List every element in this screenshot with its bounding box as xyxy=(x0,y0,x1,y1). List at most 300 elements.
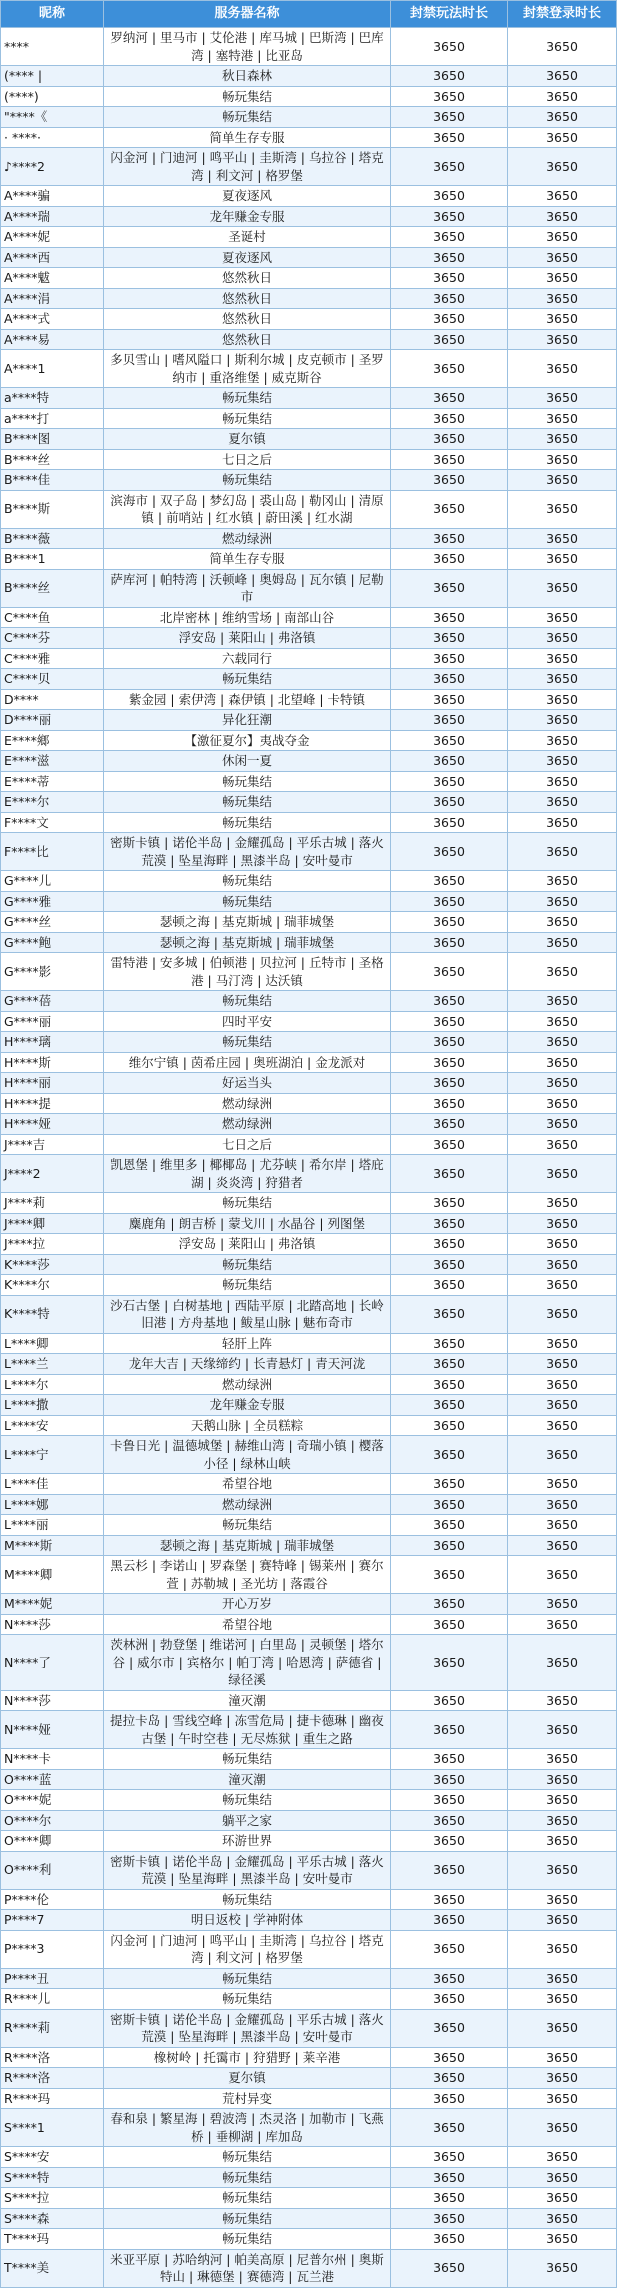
login-ban-cell: 3650 xyxy=(508,607,617,628)
table-row xyxy=(1,1968,617,1989)
server-name-cell: 圣诞村 xyxy=(104,227,391,248)
server-name-cell: 麋鹿角 | 朗吉桥 | 蒙戈川 | 水晶谷 | 列图堡 xyxy=(104,1213,391,1234)
login-ban-cell: 3650 xyxy=(508,1234,617,1255)
server-name-cell: 北岸密林 | 维纳雪场 | 南部山谷 xyxy=(104,607,391,628)
nickname-cell: a****特 xyxy=(1,388,104,409)
server-name-cell: 悠然秋日 xyxy=(104,309,391,330)
login-ban-cell: 3650 xyxy=(508,1213,617,1234)
server-name-cell: 畅玩集结 xyxy=(104,2208,391,2229)
server-name-cell: 潼灭潮 xyxy=(104,1769,391,1790)
login-ban-cell: 3650 xyxy=(508,429,617,450)
gameplay-ban-cell: 3650 xyxy=(391,2167,508,2188)
server-name-cell: 提拉卡岛 | 雪线空峰 | 冻雪危局 | 捷卡德琳 | 幽夜古堡 | 午时空巷 | 无尽炼狱 | 重生之路 xyxy=(104,1711,391,1749)
gameplay-ban-cell: 3650 xyxy=(391,1515,508,1536)
gameplay-ban-cell: 3650 xyxy=(391,953,508,991)
login-ban-cell: 3650 xyxy=(508,86,617,107)
table-row xyxy=(1,1073,617,1094)
gameplay-ban-cell: 3650 xyxy=(391,449,508,470)
server-name-cell: 悠然秋日 xyxy=(104,329,391,350)
gameplay-ban-cell: 3650 xyxy=(391,388,508,409)
table-row xyxy=(1,1910,617,1931)
table-row xyxy=(1,528,617,549)
server-name-cell: 明日返校 | 学神附体 xyxy=(104,1910,391,1931)
server-name-cell: 橡树岭 | 托霭市 | 狩猎野 | 莱辛港 xyxy=(104,2047,391,2068)
table-row xyxy=(1,607,617,628)
server-name-cell: 畅玩集结 xyxy=(104,812,391,833)
server-name-cell: 闪金河 | 门迪河 | 鸣平山 | 圭斯湾 | 乌拉谷 | 塔克湾 | 利文河 | 格罗堡 xyxy=(104,1930,391,1968)
server-name-cell: 简单生存专服 xyxy=(104,549,391,570)
gameplay-ban-cell: 3650 xyxy=(391,991,508,1012)
nickname-cell: ♪****2 xyxy=(1,148,104,186)
nickname-cell: · ****· xyxy=(1,127,104,148)
table-row xyxy=(1,449,617,470)
nickname-cell: L****兰 xyxy=(1,1354,104,1375)
table-row xyxy=(1,206,617,227)
server-name-cell: 密斯卡镇 | 诺伦半岛 | 金耀孤岛 | 平乐古城 | 落火荒漠 | 坠星海畔 | 黑漆半岛 | 安叶曼市 xyxy=(104,2009,391,2047)
nickname-cell: B****斯 xyxy=(1,490,104,528)
server-name-cell: 畅玩集结 xyxy=(104,871,391,892)
nickname-cell: G****蓓 xyxy=(1,991,104,1012)
table-row xyxy=(1,891,617,912)
nickname-cell: A****妮 xyxy=(1,227,104,248)
nickname-cell: A****易 xyxy=(1,329,104,350)
gameplay-ban-cell: 3650 xyxy=(391,1790,508,1811)
table-row xyxy=(1,1515,617,1536)
login-ban-cell: 3650 xyxy=(508,1515,617,1536)
table-row xyxy=(1,2009,617,2047)
login-ban-cell: 3650 xyxy=(508,1810,617,1831)
gameplay-ban-cell: 3650 xyxy=(391,2147,508,2168)
server-name-cell: 希望谷地 xyxy=(104,1474,391,1495)
login-ban-cell: 3650 xyxy=(508,1254,617,1275)
login-ban-cell: 3650 xyxy=(508,1415,617,1436)
nickname-cell: E****尔 xyxy=(1,792,104,813)
table-row xyxy=(1,1851,617,1889)
gameplay-ban-cell: 3650 xyxy=(391,1011,508,1032)
nickname-cell: C****鱼 xyxy=(1,607,104,628)
server-name-cell: 畅玩集结 xyxy=(104,1275,391,1296)
server-name-cell: 畅玩集结 xyxy=(104,1749,391,1770)
server-name-cell: 荒村异变 xyxy=(104,2088,391,2109)
server-name-cell: 潼灭潮 xyxy=(104,1690,391,1711)
table-row xyxy=(1,1535,617,1556)
gameplay-ban-cell: 3650 xyxy=(391,932,508,953)
server-name-cell: 畅玩集结 xyxy=(104,1790,391,1811)
table-row xyxy=(1,1254,617,1275)
login-ban-cell: 3650 xyxy=(508,1614,617,1635)
nickname-cell: T****美 xyxy=(1,2249,104,2287)
gameplay-ban-cell: 3650 xyxy=(391,528,508,549)
gameplay-ban-cell: 3650 xyxy=(391,1093,508,1114)
login-ban-cell: 3650 xyxy=(508,1093,617,1114)
nickname-cell: D**** xyxy=(1,689,104,710)
table-row xyxy=(1,1032,617,1053)
gameplay-ban-cell: 3650 xyxy=(391,1436,508,1474)
table-row xyxy=(1,2167,617,2188)
table-row xyxy=(1,1155,617,1193)
gameplay-ban-cell: 3650 xyxy=(391,912,508,933)
gameplay-ban-cell: 3650 xyxy=(391,730,508,751)
server-name-cell: 畅玩集结 xyxy=(104,1889,391,1910)
server-name-cell: 春和泉 | 繁星海 | 碧波湾 | 杰灵洛 | 加勒市 | 飞燕桥 | 垂柳湖 | 库加岛 xyxy=(104,2109,391,2147)
nickname-cell: L****丽 xyxy=(1,1515,104,1536)
server-name-cell: 沙石古堡 | 白树基地 | 西陆平原 | 北踏高地 | 长岭旧港 | 方舟基地 | 鲅星山脉 | 魅布奇市 xyxy=(104,1295,391,1333)
nickname-cell: H****娅 xyxy=(1,1114,104,1135)
nickname-cell: B****丝 xyxy=(1,569,104,607)
table-row xyxy=(1,792,617,813)
server-name-cell: 雷特港 | 安多城 | 伯顿港 | 贝拉河 | 丘特市 | 圣格港 | 马汀湾 | 达沃镇 xyxy=(104,953,391,991)
login-ban-cell: 3650 xyxy=(508,1395,617,1416)
login-ban-cell: 3650 xyxy=(508,470,617,491)
gameplay-ban-cell: 3650 xyxy=(391,107,508,128)
login-ban-cell: 3650 xyxy=(508,388,617,409)
gameplay-ban-cell: 3650 xyxy=(391,2188,508,2209)
table-row xyxy=(1,932,617,953)
nickname-cell: C****贝 xyxy=(1,669,104,690)
nickname-cell: C****芬 xyxy=(1,628,104,649)
nickname-cell: N****卡 xyxy=(1,1749,104,1770)
login-ban-cell: 3650 xyxy=(508,227,617,248)
gameplay-ban-cell: 3650 xyxy=(391,2088,508,2109)
gameplay-ban-cell: 3650 xyxy=(391,1930,508,1968)
server-name-cell: 六载同行 xyxy=(104,648,391,669)
header-server-name: 服务器名称 xyxy=(104,1,391,28)
table-row xyxy=(1,1093,617,1114)
server-name-cell: 秋日森林 xyxy=(104,66,391,87)
server-name-cell: 燃动绿洲 xyxy=(104,528,391,549)
table-row xyxy=(1,268,617,289)
server-name-cell: 畅玩集结 xyxy=(104,891,391,912)
gameplay-ban-cell: 3650 xyxy=(391,689,508,710)
login-ban-cell: 3650 xyxy=(508,669,617,690)
nickname-cell: H****丽 xyxy=(1,1073,104,1094)
login-ban-cell: 3650 xyxy=(508,1374,617,1395)
gameplay-ban-cell: 3650 xyxy=(391,247,508,268)
table-row xyxy=(1,569,617,607)
login-ban-cell: 3650 xyxy=(508,2167,617,2188)
table-row xyxy=(1,833,617,871)
server-name-cell: 畅玩集结 xyxy=(104,2188,391,2209)
gameplay-ban-cell: 3650 xyxy=(391,429,508,450)
nickname-cell: C****雅 xyxy=(1,648,104,669)
gameplay-ban-cell: 3650 xyxy=(391,1213,508,1234)
nickname-cell: F****比 xyxy=(1,833,104,871)
login-ban-cell: 3650 xyxy=(508,490,617,528)
nickname-cell: R****洛 xyxy=(1,2047,104,2068)
nickname-cell: J****吉 xyxy=(1,1134,104,1155)
login-ban-cell: 3650 xyxy=(508,28,617,66)
table-row xyxy=(1,28,617,66)
login-ban-cell: 3650 xyxy=(508,1889,617,1910)
login-ban-cell: 3650 xyxy=(508,206,617,227)
nickname-cell: O****利 xyxy=(1,1851,104,1889)
login-ban-cell: 3650 xyxy=(508,912,617,933)
gameplay-ban-cell: 3650 xyxy=(391,1910,508,1931)
table-row xyxy=(1,1594,617,1615)
table-row xyxy=(1,1989,617,2010)
table-row xyxy=(1,227,617,248)
gameplay-ban-cell: 3650 xyxy=(391,1494,508,1515)
nickname-cell: R****莉 xyxy=(1,2009,104,2047)
server-name-cell: 开心万岁 xyxy=(104,1594,391,1615)
table-row xyxy=(1,288,617,309)
login-ban-cell: 3650 xyxy=(508,1333,617,1354)
nickname-cell: H****提 xyxy=(1,1093,104,1114)
login-ban-cell: 3650 xyxy=(508,1831,617,1852)
table-row xyxy=(1,247,617,268)
gameplay-ban-cell: 3650 xyxy=(391,1295,508,1333)
server-name-cell: 畅玩集结 xyxy=(104,1989,391,2010)
nickname-cell: P****伦 xyxy=(1,1889,104,1910)
table-row xyxy=(1,1790,617,1811)
nickname-cell: A****骗 xyxy=(1,186,104,207)
nickname-cell: M****妮 xyxy=(1,1594,104,1615)
nickname-cell: B****丝 xyxy=(1,449,104,470)
table-row xyxy=(1,1690,617,1711)
gameplay-ban-cell: 3650 xyxy=(391,268,508,289)
login-ban-cell: 3650 xyxy=(508,66,617,87)
gameplay-ban-cell: 3650 xyxy=(391,1134,508,1155)
gameplay-ban-cell: 3650 xyxy=(391,1690,508,1711)
table-row xyxy=(1,953,617,991)
nickname-cell: O****卿 xyxy=(1,1831,104,1852)
server-name-cell: 畅玩集结 xyxy=(104,1032,391,1053)
header-nickname: 昵称 xyxy=(1,1,104,28)
login-ban-cell: 3650 xyxy=(508,1052,617,1073)
login-ban-cell: 3650 xyxy=(508,833,617,871)
gameplay-ban-cell: 3650 xyxy=(391,771,508,792)
nickname-cell: F****文 xyxy=(1,812,104,833)
login-ban-cell: 3650 xyxy=(508,2109,617,2147)
gameplay-ban-cell: 3650 xyxy=(391,1769,508,1790)
login-ban-cell: 3650 xyxy=(508,1155,617,1193)
header-login-ban-duration: 封禁登录时长 xyxy=(508,1,617,28)
gameplay-ban-cell: 3650 xyxy=(391,1254,508,1275)
nickname-cell: J****拉 xyxy=(1,1234,104,1255)
login-ban-cell: 3650 xyxy=(508,1851,617,1889)
nickname-cell: (****) xyxy=(1,86,104,107)
table-row xyxy=(1,107,617,128)
server-name-cell: 浮安岛 | 莱阳山 | 弗洛镇 xyxy=(104,628,391,649)
login-ban-cell: 3650 xyxy=(508,2229,617,2250)
login-ban-cell: 3650 xyxy=(508,449,617,470)
gameplay-ban-cell: 3650 xyxy=(391,871,508,892)
table-row xyxy=(1,628,617,649)
table-row xyxy=(1,549,617,570)
gameplay-ban-cell: 3650 xyxy=(391,66,508,87)
gameplay-ban-cell: 3650 xyxy=(391,648,508,669)
nickname-cell: "****《 xyxy=(1,107,104,128)
server-name-cell: 好运当头 xyxy=(104,1073,391,1094)
server-name-cell: 异化狂潮 xyxy=(104,710,391,731)
nickname-cell: R****玛 xyxy=(1,2088,104,2109)
server-name-cell: 七日之后 xyxy=(104,1134,391,1155)
server-name-cell: 希望谷地 xyxy=(104,1614,391,1635)
nickname-cell: (**** | xyxy=(1,66,104,87)
table-row xyxy=(1,1810,617,1831)
login-ban-cell: 3650 xyxy=(508,1690,617,1711)
gameplay-ban-cell: 3650 xyxy=(391,2109,508,2147)
gameplay-ban-cell: 3650 xyxy=(391,470,508,491)
gameplay-ban-cell: 3650 xyxy=(391,1193,508,1214)
server-name-cell: 悠然秋日 xyxy=(104,288,391,309)
server-name-cell: 简单生存专服 xyxy=(104,127,391,148)
nickname-cell: J****莉 xyxy=(1,1193,104,1214)
server-name-cell: 瑟顿之海 | 基克斯城 | 瑞菲城堡 xyxy=(104,1535,391,1556)
nickname-cell: K****莎 xyxy=(1,1254,104,1275)
login-ban-cell: 3650 xyxy=(508,771,617,792)
gameplay-ban-cell: 3650 xyxy=(391,1851,508,1889)
table-row xyxy=(1,350,617,388)
table-row xyxy=(1,1635,617,1691)
table-row xyxy=(1,2229,617,2250)
gameplay-ban-cell: 3650 xyxy=(391,329,508,350)
gameplay-ban-cell: 3650 xyxy=(391,350,508,388)
nickname-cell: O****尔 xyxy=(1,1810,104,1831)
table-row xyxy=(1,1354,617,1375)
login-ban-cell: 3650 xyxy=(508,2047,617,2068)
gameplay-ban-cell: 3650 xyxy=(391,1635,508,1691)
nickname-cell: B****佳 xyxy=(1,470,104,491)
gameplay-ban-cell: 3650 xyxy=(391,1032,508,1053)
gameplay-ban-cell: 3650 xyxy=(391,206,508,227)
table-row xyxy=(1,1052,617,1073)
login-ban-cell: 3650 xyxy=(508,1635,617,1691)
server-name-cell: 瑟顿之海 | 基克斯城 | 瑞菲城堡 xyxy=(104,932,391,953)
table-row xyxy=(1,470,617,491)
gameplay-ban-cell: 3650 xyxy=(391,2229,508,2250)
server-name-cell: 夏尔镇 xyxy=(104,2068,391,2089)
server-name-cell: 密斯卡镇 | 诺伦半岛 | 金耀孤岛 | 平乐古城 | 落火荒漠 | 坠星海畔 | 黑漆半岛 | 安叶曼市 xyxy=(104,1851,391,1889)
nickname-cell: T****玛 xyxy=(1,2229,104,2250)
server-name-cell: 休闲一夏 xyxy=(104,751,391,772)
gameplay-ban-cell: 3650 xyxy=(391,2009,508,2047)
gameplay-ban-cell: 3650 xyxy=(391,186,508,207)
login-ban-cell: 3650 xyxy=(508,1011,617,1032)
login-ban-cell: 3650 xyxy=(508,1594,617,1615)
nickname-cell: L****安 xyxy=(1,1415,104,1436)
nickname-cell: S****森 xyxy=(1,2208,104,2229)
nickname-cell: M****卿 xyxy=(1,1556,104,1594)
gameplay-ban-cell: 3650 xyxy=(391,227,508,248)
table-row xyxy=(1,1556,617,1594)
nickname-cell: G****雅 xyxy=(1,891,104,912)
server-name-cell: 凯恩堡 | 维里多 | 椰椰岛 | 尤芬峡 | 希尔岸 | 塔庇湖 | 炎炎湾 | 狩猎者 xyxy=(104,1155,391,1193)
login-ban-cell: 3650 xyxy=(508,1474,617,1495)
server-name-cell: 燃动绿洲 xyxy=(104,1114,391,1135)
gameplay-ban-cell: 3650 xyxy=(391,28,508,66)
nickname-cell: E****鄉 xyxy=(1,730,104,751)
server-name-cell: 燃动绿洲 xyxy=(104,1374,391,1395)
table-row xyxy=(1,490,617,528)
table-row xyxy=(1,2147,617,2168)
login-ban-cell: 3650 xyxy=(508,2249,617,2287)
server-name-cell: 卡鲁日光 | 温德城堡 | 赫维山湾 | 奇瑞小镇 | 樱落小径 | 绿林山峡 xyxy=(104,1436,391,1474)
gameplay-ban-cell: 3650 xyxy=(391,1594,508,1615)
table-row xyxy=(1,1275,617,1296)
table-row xyxy=(1,1749,617,1770)
table-row xyxy=(1,148,617,186)
server-name-cell: 密斯卡镇 | 诺伦半岛 | 金耀孤岛 | 平乐古城 | 落火荒漠 | 坠星海畔 | 黑漆半岛 | 安叶曼市 xyxy=(104,833,391,871)
server-name-cell: 畅玩集结 xyxy=(104,2147,391,2168)
nickname-cell: J****卿 xyxy=(1,1213,104,1234)
nickname-cell: G****儿 xyxy=(1,871,104,892)
nickname-cell: P****3 xyxy=(1,1930,104,1968)
server-name-cell: 畅玩集结 xyxy=(104,388,391,409)
table-row xyxy=(1,1436,617,1474)
nickname-cell: D****丽 xyxy=(1,710,104,731)
server-name-cell: 环游世界 xyxy=(104,1831,391,1852)
login-ban-cell: 3650 xyxy=(508,1114,617,1135)
server-name-cell: 畅玩集结 xyxy=(104,771,391,792)
table-row xyxy=(1,1213,617,1234)
gameplay-ban-cell: 3650 xyxy=(391,1749,508,1770)
nickname-cell: L****撒 xyxy=(1,1395,104,1416)
header-row xyxy=(1,1,617,28)
server-name-cell: 畅玩集结 xyxy=(104,792,391,813)
table-row xyxy=(1,710,617,731)
nickname-cell: A****1 xyxy=(1,350,104,388)
login-ban-cell: 3650 xyxy=(508,792,617,813)
gameplay-ban-cell: 3650 xyxy=(391,309,508,330)
gameplay-ban-cell: 3650 xyxy=(391,1275,508,1296)
server-name-cell: 罗纳河 | 里马市 | 艾伦港 | 库马城 | 巴斯湾 | 巴库湾 | 塞特港 | 比亚岛 xyxy=(104,28,391,66)
login-ban-cell: 3650 xyxy=(508,1769,617,1790)
server-name-cell: 天鹅山脉 | 全员糕粽 xyxy=(104,1415,391,1436)
nickname-cell: G****鲍 xyxy=(1,932,104,953)
gameplay-ban-cell: 3650 xyxy=(391,812,508,833)
nickname-cell: L****尔 xyxy=(1,1374,104,1395)
login-ban-cell: 3650 xyxy=(508,186,617,207)
table-body xyxy=(1,28,617,2288)
nickname-cell: S****特 xyxy=(1,2167,104,2188)
server-name-cell: 燃动绿洲 xyxy=(104,1093,391,1114)
table-row xyxy=(1,771,617,792)
gameplay-ban-cell: 3650 xyxy=(391,1614,508,1635)
server-name-cell: 畅玩集结 xyxy=(104,107,391,128)
nickname-cell: B****图 xyxy=(1,429,104,450)
table-row xyxy=(1,2047,617,2068)
login-ban-cell: 3650 xyxy=(508,1910,617,1931)
nickname-cell: S****拉 xyxy=(1,2188,104,2209)
table-row xyxy=(1,1295,617,1333)
table-row xyxy=(1,2249,617,2287)
nickname-cell: G****丽 xyxy=(1,1011,104,1032)
login-ban-cell: 3650 xyxy=(508,1989,617,2010)
gameplay-ban-cell: 3650 xyxy=(391,148,508,186)
login-ban-cell: 3650 xyxy=(508,932,617,953)
server-name-cell: 多贝雪山 | 嗜风隘口 | 斯利尔城 | 皮克顿市 | 圣罗纳市 | 重洛维堡 | 威克斯谷 xyxy=(104,350,391,388)
nickname-cell: S****安 xyxy=(1,2147,104,2168)
nickname-cell: R****洛 xyxy=(1,2068,104,2089)
login-ban-cell: 3650 xyxy=(508,2088,617,2109)
gameplay-ban-cell: 3650 xyxy=(391,1073,508,1094)
login-ban-cell: 3650 xyxy=(508,288,617,309)
gameplay-ban-cell: 3650 xyxy=(391,1052,508,1073)
gameplay-ban-cell: 3650 xyxy=(391,2208,508,2229)
nickname-cell: O****妮 xyxy=(1,1790,104,1811)
server-name-cell: 畅玩集结 xyxy=(104,408,391,429)
nickname-cell: **** xyxy=(1,28,104,66)
server-name-cell: 浮安岛 | 莱阳山 | 弗洛镇 xyxy=(104,1234,391,1255)
login-ban-cell: 3650 xyxy=(508,309,617,330)
nickname-cell: L****娜 xyxy=(1,1494,104,1515)
nickname-cell: P****7 xyxy=(1,1910,104,1931)
server-name-cell: 龙年大吉 | 天缘缔约 | 长青悬灯 | 青天河泷 xyxy=(104,1354,391,1375)
server-name-cell: 畅玩集结 xyxy=(104,2167,391,2188)
gameplay-ban-cell: 3650 xyxy=(391,1989,508,2010)
table-row xyxy=(1,66,617,87)
